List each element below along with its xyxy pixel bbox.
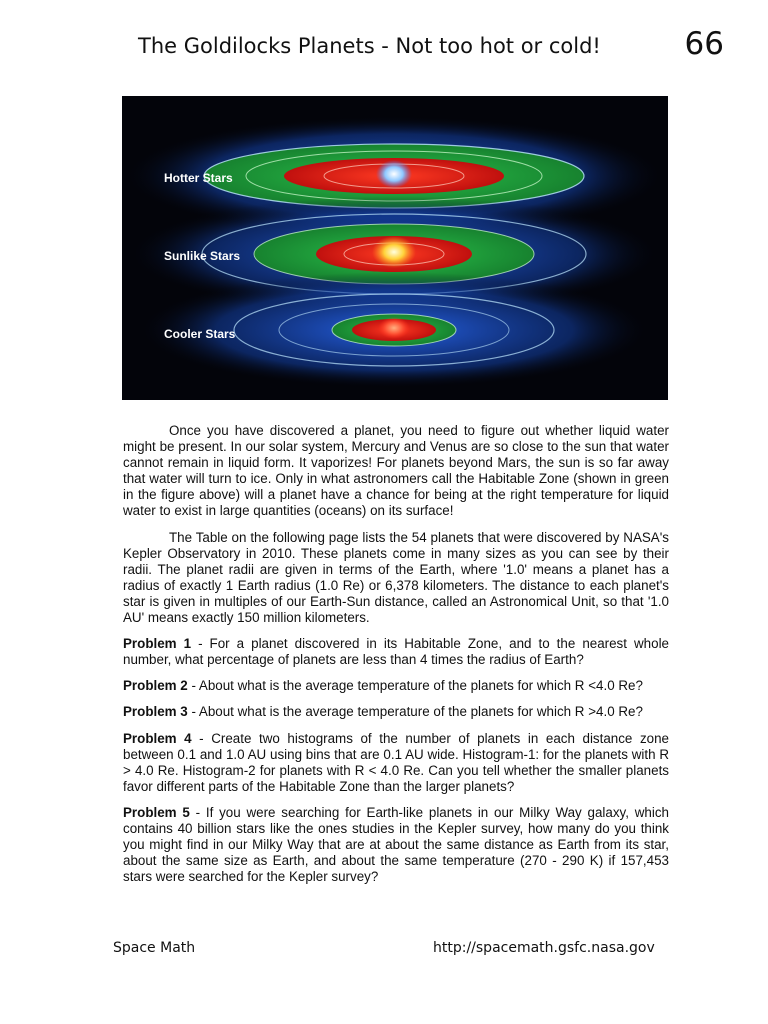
habitable-zone-figure [122, 96, 668, 400]
footer-publication-name: Space Math [113, 940, 196, 956]
problem-5 [123, 805, 669, 885]
cool-star-icon [378, 317, 410, 339]
table-description-paragraph: The Table on the following page lists the 54 planets that were discovered by NASA's Kepler Observatory in 2010. These planets come in many sizes as you can see by their radii. The planet radii are given in terms of the Earth, where '1.0' means a planet has a radius of exactly 1 Earth radius (1.0 Re) or 6,378 kilometers. The distance to each planet's star is given in multiples of our Earth-Sun distance, called an Astronomical Unit, so that '1.0 AU' means exactly 150 million kilometers. [123, 529, 669, 626]
hot-star-icon [376, 160, 412, 188]
hotter-stars-label: Hotter Stars [164, 171, 233, 185]
sunlike-stars-label: Sunlike Stars [164, 249, 241, 263]
habitable-zone-illustration [122, 96, 668, 400]
problem-label: Problem 3 [123, 704, 188, 720]
problem-4 [123, 731, 669, 795]
problem-text: - For a planet discovered in its Habitable Zone, and to the nearest whole number, what percentage of planets are less than 4 times the radius of Earth? [123, 636, 669, 668]
sunlike-star-icon [372, 236, 416, 268]
problem-text: - If you were searching for Earth-like planets in our Milky Way galaxy, which contains 40 billion stars like the ones studies in the Kepler survey, how many do you think you might find in our Milky Way that are at about the same distance as Earth from its star, about the same size as Earth, and about the same temperature (270 - 290 K) if 157,453 stars were searched for the Kepler survey? [123, 804, 669, 885]
problem-text: - Create two histograms of the number of planets in each distance zone between 0.1 and 1.0 AU using bins that are 0.1 AU wide. Histogram-1: for the planets with R > 4.0 Re. Histogram-2 for planets with R < 4.0 Re. Can you tell whether the smaller planets favor different parts of the Habitable Zone than the larger planets? [123, 730, 669, 794]
cooler-stars-label: Cooler Stars [164, 327, 236, 341]
problem-label: Problem 2 [123, 678, 188, 694]
problem-text: - About what is the average temperature of the planets for which R >4.0 Re? [187, 704, 643, 720]
problem-label: Problem 4 [123, 730, 192, 746]
problem-1 [123, 636, 669, 668]
intro-paragraph: Once you have discovered a planet, you need to figure out whether liquid water might be present. In our solar system, Mercury and Venus are so close to the sun that water cannot remain in liquid form. It vaporizes! For planets beyond Mars, the sun is so far away that water will turn to ice. Only in what astronomers call the Habitable Zone (shown in green in the figure above) will a planet have a chance for being at the right temperature for liquid water to exist in large quantities (oceans) on its surface! [123, 423, 669, 519]
problem-2 [123, 678, 669, 694]
problem-3 [123, 704, 669, 720]
page-title: The Goldilocks Planets - Not too hot or cold! [138, 34, 601, 58]
problem-text: - About what is the average temperature of the planets for which R <4.0 Re? [187, 678, 643, 694]
problem-label: Problem 1 [123, 636, 192, 652]
body-text [123, 423, 669, 895]
problem-label: Problem 5 [123, 804, 190, 820]
page-number: 66 [684, 26, 724, 62]
footer-url: http://spacemath.gsfc.nasa.gov [433, 940, 655, 956]
